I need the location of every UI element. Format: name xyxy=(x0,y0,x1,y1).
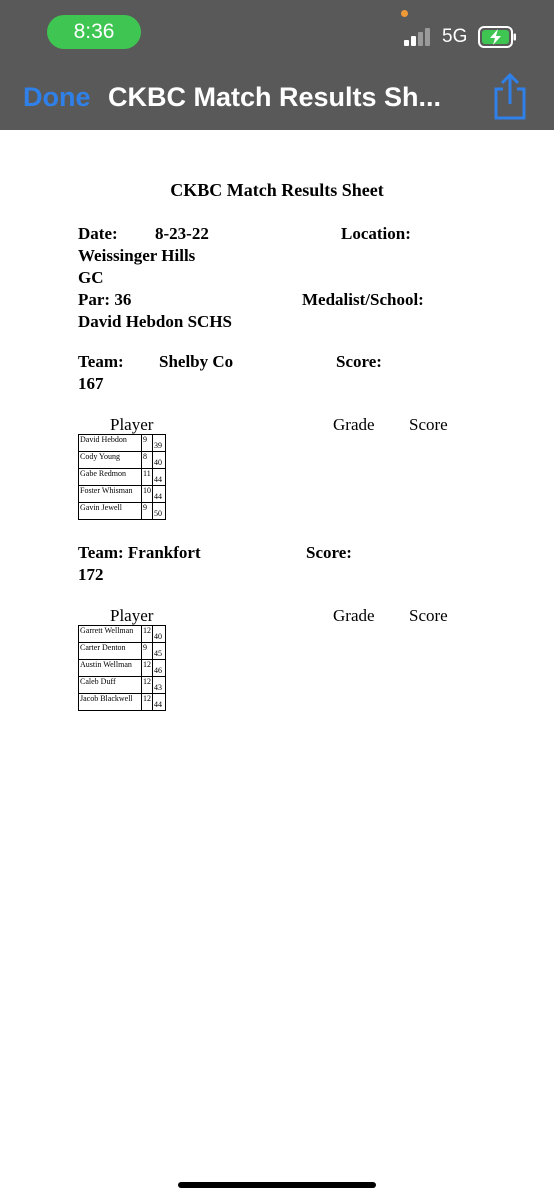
privacy-indicator-dot xyxy=(401,10,408,17)
player-name: Gabe Redmon xyxy=(79,469,142,486)
player-score: 40 xyxy=(153,452,166,469)
battery-charging-icon xyxy=(478,25,518,49)
team1-name: Shelby Co xyxy=(159,352,234,371)
team2-roster-table xyxy=(78,625,166,711)
table-row xyxy=(79,469,166,486)
player-grade: 8 xyxy=(142,452,153,469)
player-score: 43 xyxy=(153,677,166,694)
player-name: Gavin Jewell xyxy=(79,503,142,520)
player-grade: 11 xyxy=(142,469,153,486)
team2-col-grade: Grade xyxy=(333,606,375,625)
table-row xyxy=(79,660,166,677)
player-name: Jacob Blackwell xyxy=(79,694,142,711)
team2-col-score: Score xyxy=(409,606,448,625)
table-row xyxy=(79,452,166,469)
table-row xyxy=(79,694,166,711)
share-icon[interactable] xyxy=(491,71,529,121)
team1-roster-table xyxy=(78,434,166,520)
player-name: Caleb Duff xyxy=(79,677,142,694)
home-indicator[interactable] xyxy=(178,1182,376,1188)
player-grade: 10 xyxy=(142,486,153,503)
team2-score-value: 172 xyxy=(78,565,104,584)
table-row xyxy=(79,486,166,503)
date-label: Date: xyxy=(78,224,118,243)
table-row xyxy=(79,677,166,694)
table-row xyxy=(79,643,166,660)
player-score: 44 xyxy=(153,486,166,503)
location-value-line1: Weissinger Hills xyxy=(78,246,196,265)
player-grade: 12 xyxy=(142,660,153,677)
table-row xyxy=(79,435,166,452)
player-score: 45 xyxy=(153,643,166,660)
team1-score-value: 167 xyxy=(78,374,104,393)
player-name: Austin Wellman xyxy=(79,660,142,677)
location-label: Location: xyxy=(341,224,411,243)
medalist-value: David Hebdon SCHS xyxy=(78,312,232,331)
team2-label: Team: Frankfort xyxy=(78,543,201,562)
team2-score-label: Score: xyxy=(306,543,352,562)
player-grade: 12 xyxy=(142,694,153,711)
signal-icon xyxy=(404,28,434,46)
player-score: 44 xyxy=(153,469,166,486)
network-label: 5G xyxy=(442,26,468,47)
player-name: Carter Denton xyxy=(79,643,142,660)
team1-col-score: Score xyxy=(409,415,448,434)
top-bar xyxy=(0,0,554,130)
location-value-line2: GC xyxy=(78,268,104,287)
team1-col-grade: Grade xyxy=(333,415,375,434)
document-title: CKBC Match Results Sh... xyxy=(108,82,442,112)
team1-label: Team: xyxy=(78,352,124,371)
player-name: David Hebdon xyxy=(79,435,142,452)
player-grade: 9 xyxy=(142,435,153,452)
status-time: 8:36 xyxy=(47,15,141,49)
player-name: Cody Young xyxy=(79,452,142,469)
player-score: 40 xyxy=(153,626,166,643)
player-score: 39 xyxy=(153,435,166,452)
par-label: Par: 36 xyxy=(78,290,132,309)
team2-col-player: Player xyxy=(110,606,154,625)
player-name: Garrett Wellman xyxy=(79,626,142,643)
team1-score-label: Score: xyxy=(336,352,382,371)
player-score: 46 xyxy=(153,660,166,677)
done-button[interactable]: Done xyxy=(23,82,91,112)
medalist-label: Medalist/School: xyxy=(302,290,424,309)
player-score: 50 xyxy=(153,503,166,520)
player-score: 44 xyxy=(153,694,166,711)
player-grade: 9 xyxy=(142,503,153,520)
table-row xyxy=(79,503,166,520)
sheet-title: CKBC Match Results Sheet xyxy=(170,180,384,200)
table-row xyxy=(79,626,166,643)
player-name: Foster Whisman xyxy=(79,486,142,503)
player-grade: 12 xyxy=(142,677,153,694)
team1-col-player: Player xyxy=(110,415,154,434)
player-grade: 9 xyxy=(142,643,153,660)
date-value: 8-23-22 xyxy=(155,224,209,243)
player-grade: 12 xyxy=(142,626,153,643)
